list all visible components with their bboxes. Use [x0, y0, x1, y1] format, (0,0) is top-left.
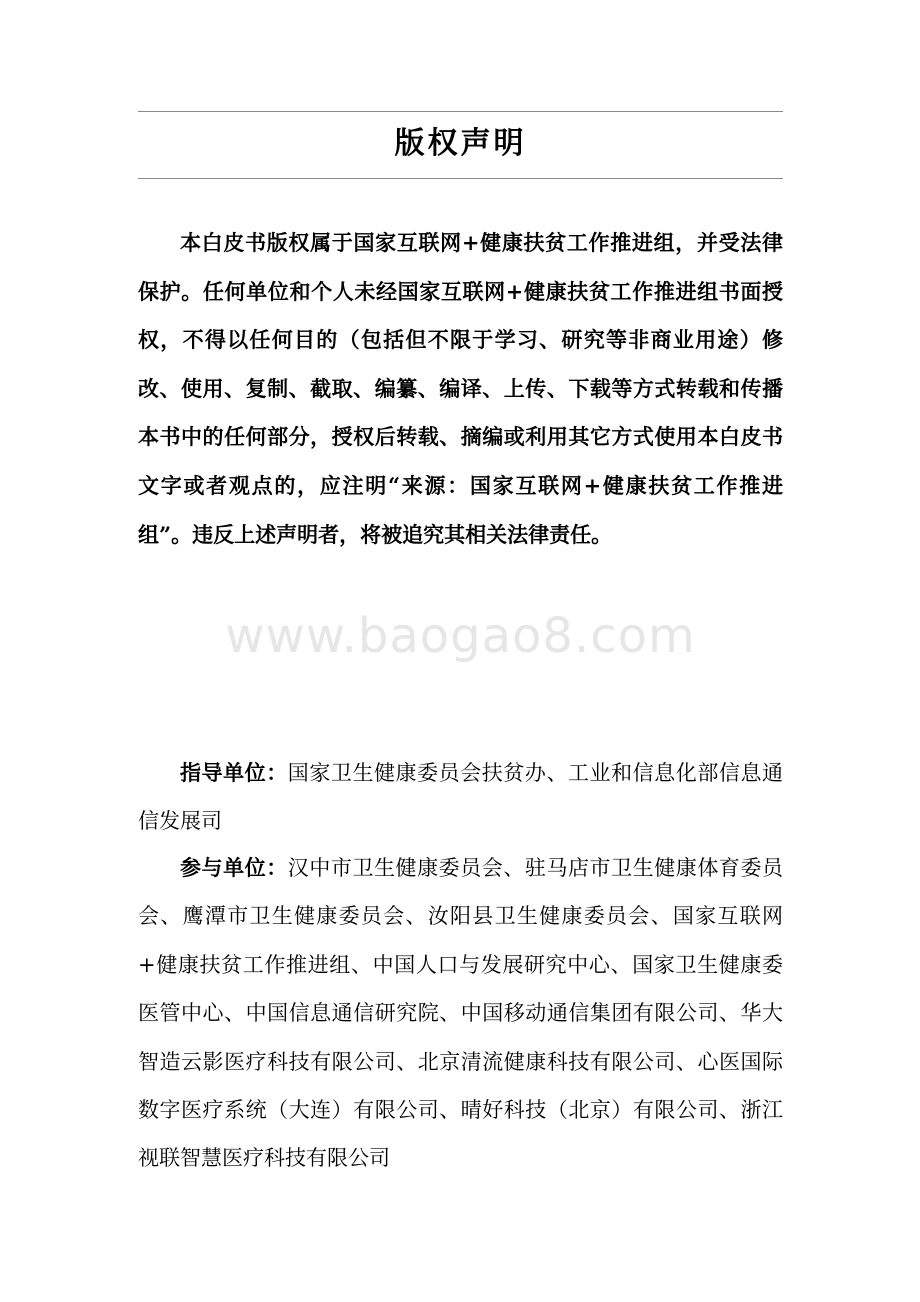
guidance-label: 指导单位：	[180, 760, 288, 785]
title-top-rule	[138, 111, 783, 112]
participants-text: 汉中市卫生健康委员会、驻马店市卫生健康体育委员会、鹰潭市卫生健康委员会、汝阳县卫生健康委员会、国家互联网+健康扶贫工作推进组、中国人口与发展研究中心、国家卫生健康委医管中心、中国信息通信研究院、中国移动通信集团有限公司、华大智造云影医疗科技有限公司、北京清流健康科技有限公司、心医国际数字医疗系统（大连）有限公司、晴好科技（北京）有限公司、浙江视联智慧医疗科技有限公司	[138, 856, 784, 1171]
watermark: www.baogao8.com	[225, 608, 696, 664]
participants-label: 参与单位：	[180, 855, 288, 880]
participants-section	[138, 844, 783, 1183]
guidance-text: 国家卫生健康委员会扶贫办、工业和信息化部信息通信发展司	[138, 761, 784, 833]
title-bottom-rule	[138, 178, 783, 179]
page-title: 版权声明	[394, 126, 527, 161]
copyright-paragraph: 本白皮书版权属于国家互联网+健康扶贫工作推进组，并受法律保护。任何单位和个人未经国家互联网+健康扶贫工作推进组书面授权，不得以任何目的（包括但不限于学习、研究等非商业用途）修改、使用、复制、截取、编纂、编译、上传、下载等方式转载和传播本书中的任何部分，授权后转载、摘编或利用其它方式使用本白皮书文字或者观点的，应注明“来源：国家互联网+健康扶贫工作推进组”。违反上述声明者，将被追究其相关法律责任。	[138, 230, 783, 547]
guidance-section	[138, 749, 783, 845]
